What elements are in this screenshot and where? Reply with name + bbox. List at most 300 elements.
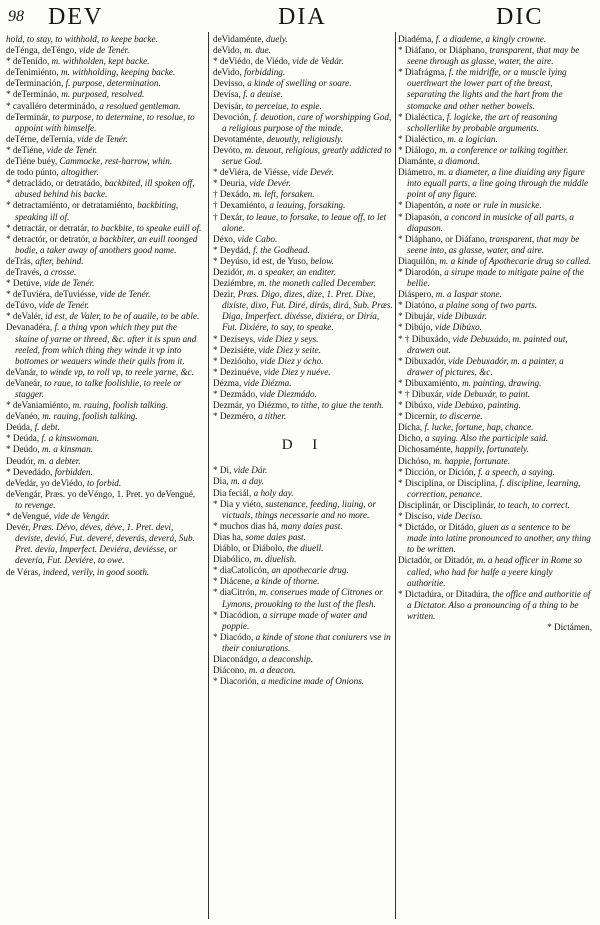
entry-definition: below. — [310, 255, 334, 266]
dictionary-entry — [6, 34, 202, 45]
page-number: 98 — [8, 8, 24, 25]
entry-definition: m. the moneth called December. — [257, 278, 376, 289]
dictionary-entry — [6, 101, 202, 112]
entry-headword: * Dezinuéve, — [213, 366, 262, 377]
column-rule — [395, 32, 396, 919]
entry-definition: a plaine song of two parts. — [439, 300, 538, 311]
entry-headword: Deziémbre, — [213, 278, 256, 289]
entry-definition: vide Dár. — [233, 465, 268, 476]
entry-definition: to backbite, to speake euill of. — [91, 222, 202, 233]
entry-headword: * Deydád, — [213, 244, 251, 255]
entry-headword: * deVaniamiénto, — [6, 400, 71, 411]
dictionary-entry — [398, 456, 592, 467]
dictionary-entry — [213, 112, 394, 134]
entry-definition: vide Diezmádo. — [259, 389, 317, 399]
entry-definition: to winde vp, to roll vp, to reele yarne, &c. — [40, 366, 195, 377]
column-1 — [6, 34, 202, 917]
dictionary-entry — [213, 632, 394, 654]
entry-definition: to raue, to talke foolishlie, to reele or stagger. — [15, 377, 182, 399]
entry-headword: * diaCatolicón, — [213, 565, 270, 576]
entry-definition: m. a debter. — [37, 455, 81, 466]
entry-headword: deVidaménte, — [213, 34, 264, 44]
entry-headword: * Dezisiéte, — [213, 344, 257, 355]
entry-headword: Dichosaménte, — [398, 444, 453, 455]
entry-headword: * cavalléro determinádo, — [6, 100, 98, 111]
entry-headword: Devanadéra, — [6, 322, 53, 333]
entry-headword: Diabólico, — [213, 554, 252, 565]
dictionary-entry — [213, 212, 394, 234]
dictionary-entry — [213, 532, 394, 543]
dictionary-entry — [213, 245, 394, 256]
entry-headword: * Diacódo, — [213, 631, 254, 642]
entry-headword: * Disciplína, or Discíplina, — [398, 477, 498, 488]
dictionary-entry — [213, 289, 394, 333]
entry-definition: f. a deuise. — [243, 89, 283, 100]
entry-definition: vide Diez y nuéve. — [263, 366, 331, 377]
dictionary-entry — [213, 334, 394, 345]
entry-headword: * Dicción, or Dición, — [398, 466, 476, 477]
entry-definition: a medicine made of Onions. — [261, 676, 365, 687]
dictionary-entry — [398, 67, 592, 111]
entry-headword: * Dezmádo, — [213, 389, 258, 399]
entry-definition: a deaconship. — [261, 653, 314, 664]
entry-headword: * Diacódion, — [213, 609, 261, 620]
entry-definition: m. left, forsaken. — [253, 189, 315, 200]
entry-headword: * Di, — [213, 465, 232, 476]
entry-definition: f. the midriffe, or a muscle lying ouerthwart the lower part of the breast, separating the lights and the hart from the stomacke and other nether bowels. — [407, 67, 567, 111]
dictionary-entry — [213, 178, 394, 189]
entry-headword: Devisso, — [213, 78, 245, 89]
entry-headword: * deTermináo, — [6, 89, 59, 100]
entry-definition: vide Devér. — [292, 167, 334, 178]
running-head-center: DIA — [278, 4, 327, 30]
entry-headword: Diaconádgo, — [213, 653, 260, 664]
dictionary-entry — [398, 289, 592, 300]
dictionary-entry — [213, 200, 394, 211]
dictionary-entry — [213, 367, 394, 378]
entry-definition: f. a speech, a saying. — [478, 466, 555, 477]
dictionary-entry — [6, 145, 202, 156]
entry-headword: de Véras, — [6, 566, 41, 577]
entry-headword: * Deyúso, id est, de Yuso, — [213, 255, 309, 266]
entry-headword: * Deuria, — [213, 178, 248, 189]
entry-headword: deVengár, Præs. yo deVéngo, 1. Pret. yo deVengué, — [6, 488, 196, 499]
entry-definition: a leauing, forsaking. — [269, 200, 346, 211]
dictionary-entry — [213, 576, 394, 587]
entry-definition: m. due. — [244, 45, 271, 56]
dictionary-entry — [6, 223, 202, 234]
dictionary-entry — [213, 89, 394, 100]
entry-headword: deVanéo, — [6, 411, 40, 422]
page-header — [8, 6, 590, 34]
dictionary-entry — [213, 345, 394, 356]
entry-headword: Dictadór, or Ditadór, — [398, 555, 475, 566]
entry-definition: sustenance, feeding, liuing, or victuals, things necessarie and no more. — [222, 498, 377, 520]
entry-headword: * † Dibuxár, — [398, 389, 444, 399]
entry-headword: Diáspero, — [398, 289, 434, 300]
dictionary-entry — [398, 145, 592, 156]
entry-headword: Déxo, — [213, 233, 236, 244]
entry-headword: * detractár, or detratár, — [6, 222, 90, 233]
entry-headword: * Diafrágma, — [398, 67, 447, 78]
dictionary-entry — [213, 167, 394, 178]
entry-definition: m. happie, fortunate. — [433, 455, 511, 466]
entry-definition: f. discipline, learning, correction, penance. — [407, 477, 581, 499]
entry-headword: † Dexár, — [213, 211, 245, 222]
column-2 — [213, 34, 394, 917]
dictionary-entry — [398, 300, 592, 311]
entry-headword: Devotaménte, — [213, 133, 265, 144]
dictionary-entry — [6, 378, 202, 400]
entry-headword: Devoción, — [213, 111, 252, 122]
entry-headword: * Dezíseys, — [213, 333, 256, 344]
entry-headword: * Diacorión, — [213, 676, 259, 687]
entry-definition: vide de Tenér. — [100, 289, 151, 300]
entry-definition: transparent, that may be seene into, as glasse, water, and aire. — [407, 233, 580, 255]
dictionary-entry — [398, 433, 592, 444]
entry-definition: to discerne. — [439, 411, 483, 422]
dictionary-entry — [6, 511, 202, 522]
entry-definition: a note or rule in musicke. — [447, 200, 542, 211]
entry-headword: Deúda, — [6, 422, 33, 433]
entry-headword: * Dibuxamiénto, — [398, 377, 460, 388]
dictionary-entry — [6, 112, 202, 134]
entry-headword: * detractór, or detratór, — [6, 233, 91, 244]
entry-headword: * deViéra, de Viésse, — [213, 167, 291, 178]
dictionary-entry — [213, 267, 394, 278]
entry-definition: a tither. — [258, 411, 287, 422]
entry-definition: forbidding. — [244, 67, 286, 78]
dictionary-entry — [213, 145, 394, 167]
entry-definition: vide Debuxár, to paint. — [446, 389, 531, 399]
entry-headword: Devóto, — [213, 144, 243, 155]
dictionary-entry — [213, 78, 394, 89]
dictionary-entry — [6, 278, 202, 289]
entry-headword: deTénga, deTéngo, — [6, 45, 77, 56]
entry-definition: f. lucke, fortune, hap, chance. — [424, 422, 534, 433]
column-rule — [208, 32, 209, 919]
dictionary-entry — [6, 433, 202, 444]
entry-definition: many daies past. — [281, 520, 343, 531]
dictionary-entry — [398, 212, 592, 234]
entry-definition: a holy day. — [253, 487, 294, 498]
dictionary-entry — [213, 389, 394, 400]
dictionary-entry — [213, 278, 394, 289]
entry-headword: * Dibúxo, — [398, 400, 435, 411]
dictionary-entry — [6, 422, 202, 433]
entry-definition: some daies past. — [245, 531, 306, 542]
entry-definition: Præs. Dévo, déves, déve, 1. Pret. devi, devíste, devió, Fut. deveré, deverás, deverá, Sub. Pret. devía, Imperfect. Deviéra, deviésse, or devería, Fut. Deviére, to owe. — [15, 522, 195, 566]
entry-definition: giuen as a sentence to be made into latine pronounced to another, any thing to be written. — [407, 522, 591, 555]
entry-definition: m. a conference or talking togither. — [439, 144, 569, 155]
entry-definition: f. deuotion, care of worshipping God, a religious purpose of the minde. — [222, 111, 392, 133]
entry-definition: a sirrupe made of water and poppie. — [222, 609, 368, 631]
dictionary-entry — [213, 499, 394, 521]
entry-definition: indeed, verily, in good sooth. — [42, 566, 150, 577]
entry-definition: m. rauing, foolish talking. — [42, 411, 138, 422]
section-heading: D I — [281, 437, 326, 454]
dictionary-entry — [6, 289, 202, 300]
entry-headword: * Diapasón, — [398, 211, 442, 222]
entry-definition: m. conserues made of Citrones or Lymons, prouoking to the lust of the flesh. — [222, 587, 383, 609]
dictionary-entry — [398, 400, 592, 411]
entry-headword: Dezmár, yo Diézmo, — [213, 400, 290, 411]
entry-definition: deuoutly, religiously. — [266, 133, 344, 144]
dictionary-entry — [213, 411, 394, 422]
dictionary-entry — [213, 45, 394, 56]
entry-definition: vide de Tenér. — [38, 300, 90, 311]
entry-headword: Diámetro, — [398, 167, 435, 178]
entry-definition: vide Decíso. — [437, 511, 483, 522]
entry-definition: f. purpose, determination. — [65, 78, 161, 89]
dictionary-entry — [398, 200, 592, 211]
dictionary-entry — [6, 567, 202, 578]
dictionary-entry — [398, 589, 592, 622]
dictionary-entry — [6, 467, 202, 478]
dictionary-entry — [213, 56, 394, 67]
entry-definition: vide de Tenér. — [46, 144, 98, 155]
entry-headword: * Diatóno, — [398, 300, 437, 311]
entry-definition: vide Devér. — [249, 178, 291, 189]
dictionary-entry — [213, 476, 394, 487]
entry-headword: deTenimiénto, — [6, 67, 59, 78]
entry-definition: vide de Vengár. — [53, 511, 110, 522]
entry-headword: * deVengué, — [6, 511, 52, 522]
entry-headword: de todo púnto, — [6, 167, 59, 178]
dictionary-entry — [398, 167, 592, 200]
entry-definition: vide Debuxádo, m. painted out, drawen out. — [407, 333, 568, 355]
entry-headword: deVido, — [213, 67, 242, 78]
entry-headword: * Diapentón, — [398, 200, 446, 211]
entry-definition: to forbid. — [86, 477, 122, 488]
entry-definition: a diamond. — [438, 156, 480, 167]
entry-headword: Diadéma, — [398, 34, 434, 44]
dictionary-entry — [213, 234, 394, 245]
entry-definition: after, behind. — [35, 255, 84, 266]
entry-headword: * Diáfano, or Diáphano, — [398, 45, 488, 56]
entry-headword: * deValér, — [6, 311, 43, 322]
dictionary-entry — [398, 378, 592, 389]
dictionary-entry — [213, 400, 394, 411]
entry-definition: m. rauing, foolish talking. — [72, 400, 169, 411]
dictionary-entry — [398, 156, 592, 167]
dictionary-entry — [6, 267, 202, 278]
entry-headword: Dias ha, — [213, 531, 244, 542]
entry-headword: * Dezméro, — [213, 411, 256, 422]
dictionary-entry — [6, 56, 202, 67]
entry-headword: * Dibujár, — [398, 311, 435, 322]
entry-headword: * Dictadúra, or Ditadúra, — [398, 588, 491, 599]
entry-definition: f. debt. — [34, 422, 60, 433]
entry-headword: † Dexamiénto, — [213, 200, 268, 211]
entry-definition: a kinde of thorne. — [254, 576, 320, 587]
entry-definition: vide Diézma. — [243, 377, 292, 388]
entry-definition: to tithe, to giue the tenth. — [291, 400, 384, 411]
entry-headword: Deudór, — [6, 455, 36, 466]
dictionary-entry — [6, 522, 202, 566]
entry-definition: vide Dibuxár. — [437, 311, 487, 322]
entry-headword: * Dictádo, or Ditádo, — [398, 522, 476, 533]
entry-definition: f. a diademe, a kingly crowne. — [435, 34, 547, 44]
dictionary-entry — [398, 134, 592, 145]
entry-headword: * Detúve, — [6, 278, 42, 289]
entry-headword: * Dibuxadór, — [398, 355, 447, 366]
entry-headword: * Deúdo, — [6, 444, 40, 455]
entry-definition: vide Diez y ócho. — [260, 355, 324, 366]
dictionary-entry — [213, 189, 394, 200]
dictionary-entry — [213, 488, 394, 499]
dictionary-entry — [398, 112, 592, 134]
entry-definition: a kinde of stone that coniurers vse in their coniurations. — [222, 631, 391, 653]
entry-headword: Dezidór, — [213, 266, 245, 277]
dictionary-entry — [213, 134, 394, 145]
dictionary-entry — [6, 256, 202, 267]
entry-headword: * deTenído, — [6, 56, 50, 67]
dictionary-entry — [213, 356, 394, 367]
entry-headword: Diamánte, — [398, 156, 437, 167]
dictionary-entry — [213, 610, 394, 632]
dictionary-entry — [398, 322, 592, 333]
entry-headword: * Dicernír, — [398, 411, 438, 422]
dictionary-entry — [213, 665, 394, 676]
entry-definition: the office and authoritie of a Dictator. Also a pronouncing of a thing to be written. — [407, 588, 591, 621]
entry-headword: deTerminár, — [6, 111, 51, 122]
entry-definition: vide Diez y seys. — [257, 333, 319, 344]
entry-headword: deVanár, — [6, 366, 39, 377]
dictionary-entry — [398, 500, 592, 511]
dictionary-entry — [6, 45, 202, 56]
entry-definition: m. a speaker, an enditer. — [246, 266, 336, 277]
dictionary-entry — [213, 256, 394, 267]
entry-headword: deVaneár, — [6, 377, 43, 388]
entry-headword: * Discíso, — [398, 511, 435, 522]
dictionary-entry — [398, 467, 592, 478]
entry-headword: Diácono, — [213, 665, 247, 676]
entry-definition: hold, to stay, to withhold, to keepe backe. — [6, 34, 158, 44]
entry-headword: * Diácene, — [213, 576, 253, 587]
dictionary-entry — [6, 134, 202, 145]
dictionary-entry — [398, 389, 592, 400]
dictionary-entry — [398, 411, 592, 422]
entry-definition: a crosse. — [43, 266, 77, 277]
entry-definition: m. painting, drawing. — [462, 377, 542, 388]
dictionary-entry — [398, 334, 592, 356]
entry-definition: m. a deacon. — [248, 665, 296, 676]
entry-headword: Devisár, — [213, 100, 244, 111]
dictionary-entry — [398, 267, 592, 289]
entry-definition: vide Diez y seite. — [258, 344, 321, 355]
dictionary-entry — [213, 521, 394, 532]
running-head-right: DIC — [496, 4, 544, 30]
entry-definition: m. a diameter, a line diuiding any figure into equall parts, a line going through the middle point of any figure. — [407, 167, 589, 200]
entry-headword: deTúvo, — [6, 300, 37, 311]
entry-headword: deVido, — [213, 45, 242, 56]
dictionary-entry — [398, 356, 592, 378]
entry-headword: * Deúda, — [6, 433, 40, 444]
entry-definition: happily, fortunately. — [455, 444, 529, 455]
entry-definition: altogither. — [61, 167, 99, 178]
entry-definition: f. a kinswoman. — [41, 433, 100, 444]
entry-definition: to perceiue, to espie. — [245, 100, 322, 111]
dictionary-entry — [6, 478, 202, 489]
dictionary-entry — [398, 45, 592, 67]
entry-definition: m. a head officer in Rome so called, who had for halfe a yeere kingly authoritie. — [407, 555, 582, 588]
entry-headword: Dícha, — [398, 422, 423, 433]
entry-definition: to leaue, to forsake, to leaue off, to let alone. — [222, 211, 387, 233]
dictionary-entry — [213, 565, 394, 576]
entry-definition: to purpose, to determine, to resolue, to appoint with himselfe. — [15, 111, 195, 133]
catchword: * Dictámen, — [547, 621, 592, 632]
entry-definition: m. a Iaspar stone. — [435, 289, 502, 300]
dictionary-entry — [398, 311, 592, 322]
entry-headword: * deViédo, de Viédo, — [213, 56, 291, 67]
entry-headword: * Dia y viéto, — [213, 498, 264, 509]
entry-headword: * Dialéctico, — [398, 133, 445, 144]
dictionary-entry — [213, 543, 394, 554]
dictionary-entry — [6, 78, 202, 89]
entry-headword: deTravés, — [6, 266, 42, 277]
dictionary-entry — [6, 167, 202, 178]
entry-definition: m. a kinde of Apothecarie drug so called. — [439, 255, 591, 266]
dictionary-entry — [6, 89, 202, 100]
entry-definition: m. purposed, resolved. — [61, 89, 145, 100]
entry-definition: vide de Vedár. — [292, 56, 344, 67]
entry-definition: vide de Tenér. — [78, 45, 130, 56]
dictionary-entry — [398, 478, 592, 500]
entry-definition: m. a logician. — [447, 133, 498, 144]
dictionary-entry — [6, 234, 202, 256]
entry-headword: * † Dibuxádo, — [398, 333, 451, 344]
column-3 — [398, 34, 592, 917]
entry-definition: to revenge. — [15, 499, 56, 510]
dictionary-entry — [398, 444, 592, 455]
dictionary-entry — [6, 489, 202, 511]
entry-definition: Cammocke, rest-harrow, whin. — [59, 156, 173, 167]
entry-headword: Dia, — [213, 476, 229, 487]
entry-headword: * detracládo, or detratádo, — [6, 178, 103, 189]
entry-headword: * Devedádo, — [6, 466, 53, 477]
dictionary-entry — [213, 676, 394, 687]
entry-headword: * Dezióoho, — [213, 355, 258, 366]
entry-headword: Dia feciál, — [213, 487, 252, 498]
entry-definition: Præs. Digo, dizes, dize, 1. Pret. Dixe, dixíste, dixo, Fut. Diré, dirás, dirá, Sub. Præs. Diga, Imperfect. dixésse, dixiéra, or Diría, Fut. Dixiére, to say, to speake. — [222, 289, 393, 333]
entry-headword: Dichóso, — [398, 455, 431, 466]
entry-definition: forbidden. — [54, 466, 93, 477]
entry-definition: vide Cabo. — [237, 233, 278, 244]
entry-definition: m. withholden, kept backe. — [51, 56, 150, 67]
dictionary-entry — [213, 654, 394, 665]
dictionary-entry — [213, 101, 394, 112]
running-head-left: DEV — [48, 4, 104, 30]
entry-headword: deTiéne buéy, — [6, 156, 58, 167]
dictionary-entry — [6, 444, 202, 455]
entry-headword: * deTiéne, — [6, 144, 45, 155]
dictionary-entry — [213, 34, 394, 45]
dictionary-entry — [213, 67, 394, 78]
dictionary-entry — [398, 422, 592, 433]
entry-headword: deTérne, deTernía, — [6, 133, 75, 144]
entry-definition: a backbiter, an euill toonged bodie, a taker away of anothers good name. — [15, 233, 198, 255]
entry-headword: Dézma, — [213, 377, 242, 388]
dictionary-entry — [6, 411, 202, 422]
dictionary-entry — [6, 322, 202, 366]
entry-headword: Diáblo, or Diábolo, — [213, 543, 285, 554]
entry-definition: m. a day. — [230, 476, 265, 487]
entry-definition: m. diuelish. — [253, 554, 297, 565]
entry-headword: deTerminación, — [6, 78, 64, 89]
entry-definition: m. deuout, religious, greatly addicted to serue God. — [222, 144, 392, 167]
entry-headword: deTrás, — [6, 255, 33, 266]
